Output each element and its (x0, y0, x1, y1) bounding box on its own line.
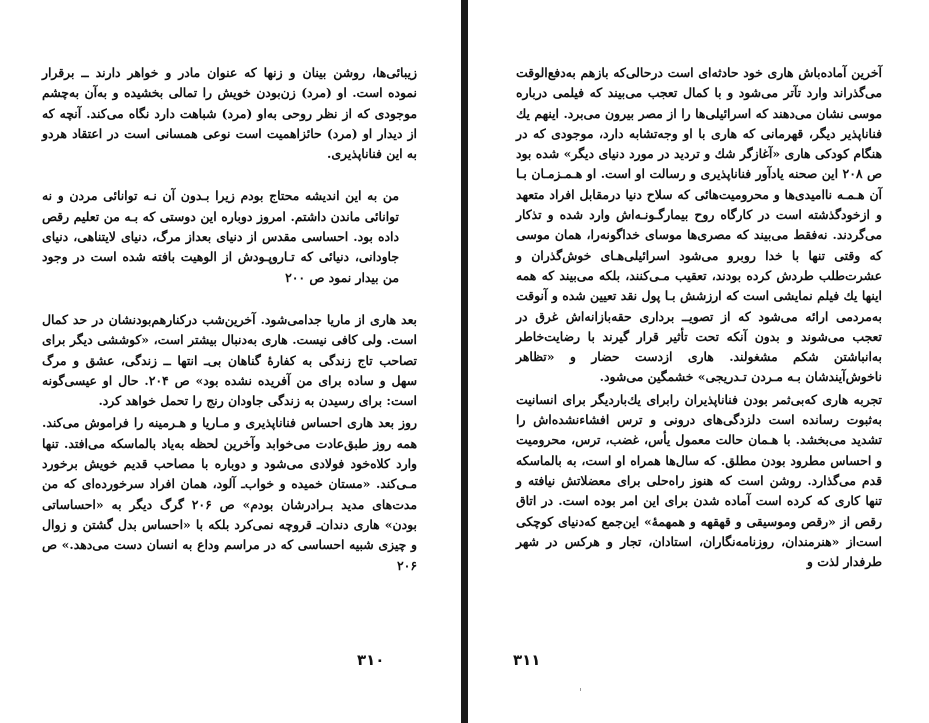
right-paragraph-1: آخرین آماده‌باش هاری خود حادثه‌ای است درحالی‌که بازهم به‌دفع‌الوقت می‌گذراند وارد تآتر می‌شود و با کمال تعجب می‌بیند که فیلمی درباره موسی نشان می‌دهند که اسرائیلی‌ها را از مصر بیرون می‌برد. اینهم یك فناناپذیر دیگر، قهرمانی که هاری با او وجه‌تشابه دارد، موجودی که در هنگام کودکی هاری «آغازگر شك و تردید در مورد دنیای دیگر» شده بود ص ۲۰۸ این صحنه یادآور فناناپذیری و رسالت او است. او هـمـزمـان بـا آن هـمـه نا‌امیدی‌ها و محرومیت‌هائی که سلاح دنیا درمقابل افراد متعهد و ازخودگذشته است در کارگاه روح بیمارگـونـه‌اش وارد شده و تذکار می‌گردند. نه‌فقط می‌بیند که مصری‌ها موسای خداگونه‌را، همان موسی که وقتی تنها با خدا روبرو می‌شود اسرائیلی‌هـای خوش‌گذران و عشرت‌طلب طردش کرده بودند، تعقیب مـی‌کنند، بلکه می‌بیند که همه اینها یك فیلم نمایشی است که ارزشش بـا پول نقد تعیین شده و آنوقت به‌مردمی ارائه می‌شود که از تصویـ‌ـ برداری حقه‌بازانه‌اش غرق در تعجب می‌شوند و بدون آنکه تحت تأثیر قرار گیرند با رضایت‌خاطر به‌انباشتن شکم مشغولند. هاری ازدست حضار و «تظاهر ناخوش‌آیندشان بـه مـردن تـدریجی» خشمگین می‌شود. (516, 65, 883, 385)
left-paragraph-2: بعد هاری از ماریا جدامی‌شود. آخرین‌شب درکنارهم‌بودنشان در حد کمال است. ولی کافی نیست. هاری به‌دنبال بیشتر است، «کوششی دیگر برای تصاحب تاج زندگی به کفارهٔ گناهان بی‌ـ انتها ــ زندگی، عشق و مرگ سهل و ساده برای من آفریده نشده بود» ص ۲۰۴. حال او عیسی‌گونه است: برای رسیدن به زندگی جاودان رنج را تحمل خواهد کرد. (42, 311, 417, 409)
left-page (0, 0, 461, 723)
right-page-text (516, 63, 882, 572)
scan-mark (580, 688, 581, 691)
left-paragraph-3: روز بعد هاری احساس فناناپذیری و مـاریا و هـرمینه را فراموش می‌کند. همه روز طبق‌عادت می‌خوابد وآخرین لحظه به‌یاد بالماسکه می‌افتد. تنها وارد کلاه‌خود فولادی می‌شود و دوباره با مصاحب قدیم خویش برخورد مـی‌کند. «مستان خمیده و خواب‌ـ آلود، همان افراد سرخورده‌ای که من مدت‌های مدید بـرادرشان بودم» ص ۲۰۶ گرگ دیگر به «احساساتی بودن» هاری دندان‌ـ قروچه نمی‌کرد بلکه با «احساس بدل گشتن و زوال و چیزی شبیه احساسی که در مراسم وداع به انسان دست می‌دهد.» ص ۲۰۶ (42, 415, 417, 573)
right-paragraph-2: تجربه هاری که‌بی‌ثمر بودن فناناپذیران رابرای یك‌باردیگر برای انسانیت به‌ثبوت رسانده است دلزدگی‌های درونی و ترس افشاءنشده‌اش را تشدید می‌بخشد. با هـمان حالت معمول یأس، غضب، ترس، محرومیت و احساس مطرود بودن مطلق. که سال‌ها همراه او است، به بالماسکه قدم می‌گذارد. روشن است که هنوز راه‌حلی برای معضلاتش نیافته و تنها کاری که کرده است آماده شدن برای این امر بوده است. در اتاق رقص از «رقص وموسیقی و قهقهه و همهمهٔ» این‌جمع که‌دنیای کوچکی است‌از «هنرمندان، روزنامه‌نگاران، استادان، تجار و هرکس در شهر طرفدار لذت و (516, 391, 882, 570)
left-paragraph-1: زیبائی‌ها، روشن بینان و زنها که عنوان مادر و خواهر دارند ــ برقرار نموده است. او (مرد) زن‌بودن خویش را تمالی بخشیده و به‌آن به‌چشم موجودی که از نظر روحی به‌او (مرد) شباهت دارد نگاه می‌کند. آنچه که از دیدار او (مرد) حائزاهمیت است نوعی همسانی است در اعتقاد هردو به این فناناپذیری. (42, 65, 417, 162)
page-number-right: ۳۱۱ (513, 651, 541, 669)
book-gutter (461, 0, 468, 723)
page-number-left: ۳۱۰ (357, 651, 385, 669)
left-page-text (42, 63, 417, 576)
right-page (468, 0, 929, 723)
left-quote: من به این اندیشه محتاج بودم زیرا بـدون آن نـه توانائی مردن و نه توانائی ماندن داشتم. امروز دوباره این دوستی که بـه من تعلیم رقص داده بود. احساسی مقدس از دنیای بعداز مرگ، دنیای لایتناهی، دنیای جاودانی، دنیائی که تـاروپـودش از الوهیت بافته شده است در وجود من بیدار نمود ص ۲۰۰ (42, 188, 399, 285)
